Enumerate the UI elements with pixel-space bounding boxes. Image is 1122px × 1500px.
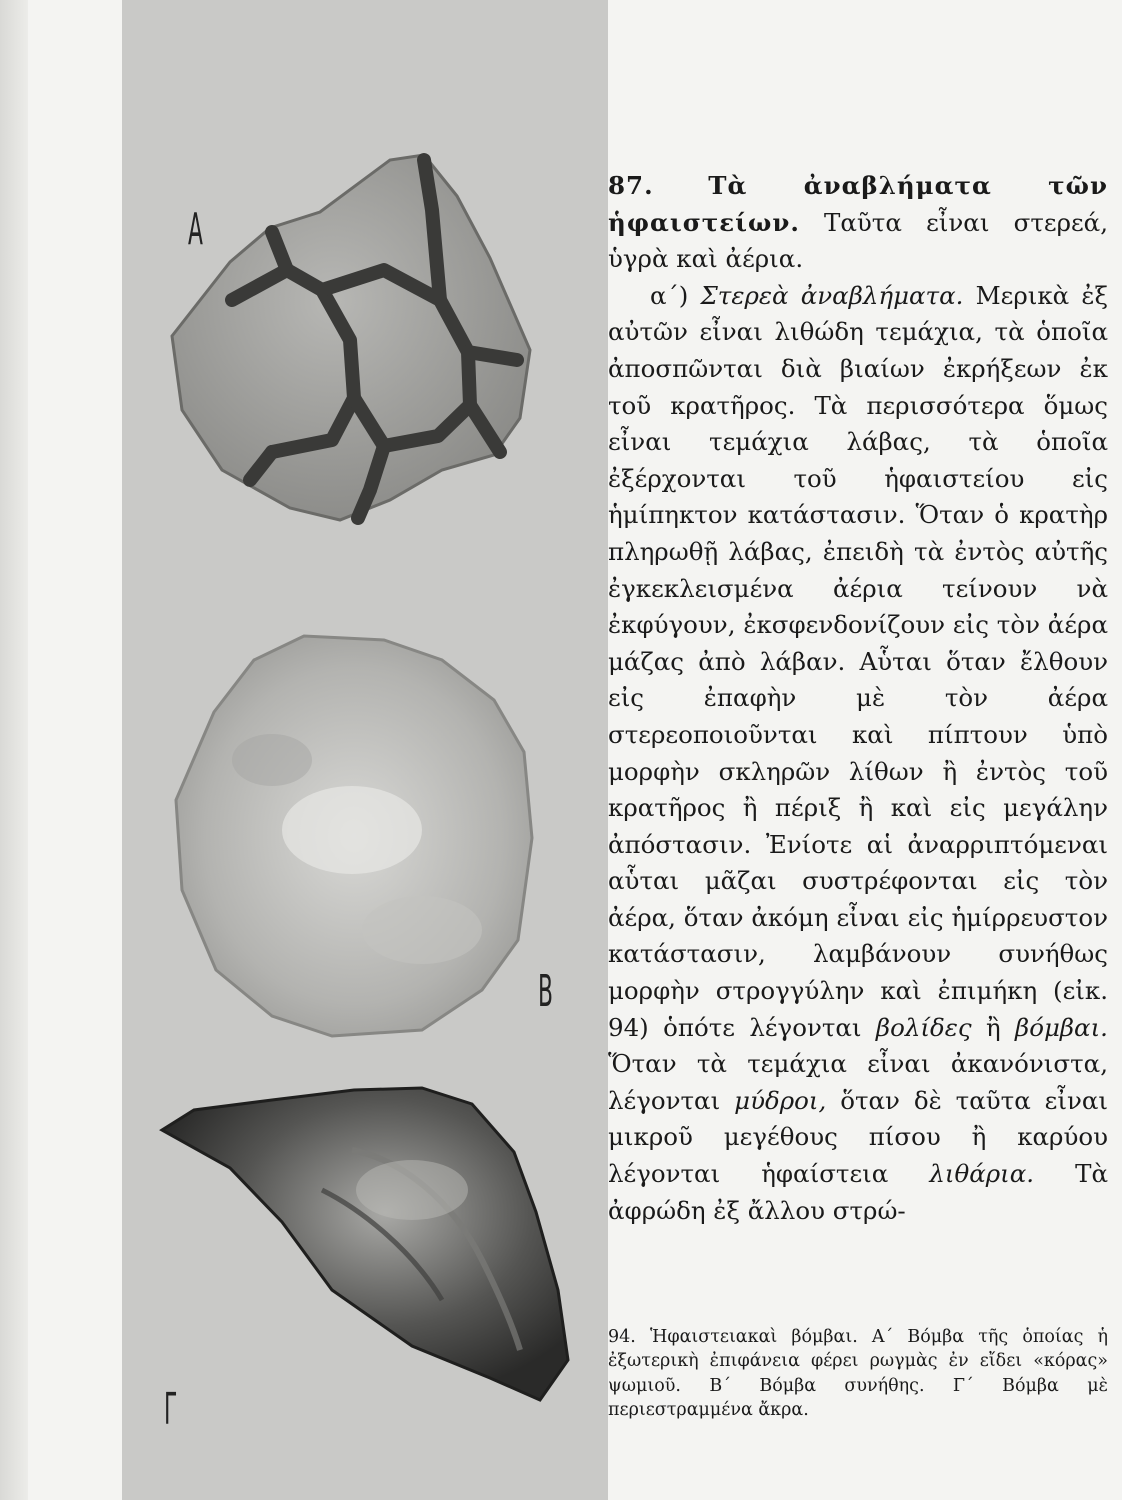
term-litharia: λιθάρια.	[929, 1159, 1035, 1189]
section-title: Τὰ ἀναβλήματα τῶν ἡφαιστείων.	[608, 171, 1108, 237]
body-text-3: ὅταν δὲ ταῦτα εἶναι μικροῦ μεγέθους πίσου ἢ καρύου λέγονται ἡφαίστεια	[608, 1085, 1108, 1189]
section-number: 87.	[608, 171, 654, 200]
term-mydroi: μύδροι,	[734, 1085, 827, 1115]
photo-plate	[122, 0, 608, 1500]
term-bolides: βολίδες	[875, 1012, 972, 1042]
section-intro: Ταῦτα εἶναι στερεά, ὑγρὰ καὶ ἀέρια.	[608, 207, 1108, 274]
or-text: ἢ	[985, 1012, 1001, 1042]
bomb-a	[172, 155, 530, 520]
label-c: Γ	[164, 1384, 177, 1435]
label-b: Β	[538, 966, 553, 1017]
section-text	[608, 168, 1108, 1229]
body-text-2: Ὅταν τὰ τεμάχια εἶναι ἀκανόνιστα, λέγονται	[608, 1049, 1108, 1115]
body-text-4: Τὰ ἀφρώδη ἐξ ἄλλου στρώ-	[608, 1159, 1108, 1225]
term-bombs: βόμβαι.	[1015, 1012, 1108, 1042]
figure-caption: 94. Ἡφαιστειακαὶ βόμβαι. Α΄ Βόμβα τῆς ὁποίας ἡ ἐξωτερικὴ ἐπιφάνεια φέρει ρωγμὰς ἐν εἴδει «κόρας» ψωμιοῦ. Β΄ Βόμβα συνήθης. Γ΄ Βόμβα μὲ περιεστραμμένα ἄκρα.	[608, 1327, 1108, 1420]
bomb-b	[176, 636, 532, 1036]
bomb-c	[162, 1088, 568, 1400]
page-edge	[0, 0, 28, 1500]
label-a: Α	[188, 204, 203, 255]
subhead-title: Στερεὰ ἀναβλήματα.	[700, 280, 964, 310]
body-text-1: Μερικὰ ἐξ αὐτῶν εἶναι λιθώδη τεμάχια, τὰ ὁποῖα ἀποσπῶνται διὰ βιαίων ἐκρήξεων ἐκ τοῦ κρατῆρος. Τὰ περισσότερα ὅμως εἶναι τεμάχια λάβας, τὰ ὁποῖα ἐξέρχονται τοῦ ἡφαιστείου εἰς ἡμίπηκτον κατάστασιν. Ὅταν ὁ κρατὴρ πληρωθῇ λάβας, ἐπειδὴ τὰ ἐντὸς αὐτῆς ἐγκεκλεισμένα ἀέρια τείνουν νὰ ἐκφύγουν, ἐκσφενδονίζουν εἰς τὸν ἀέρα μάζας ἀπὸ λάβαν. Αὗται ὅταν ἔλθουν εἰς ἐπαφὴν μὲ τὸν ἀέρα στερεοποιοῦνται καὶ πίπτουν ὑπὸ μορφὴν σκληρῶν λίθων ἢ ἐντὸς τοῦ κρατῆρος ἢ πέριξ ἢ καὶ εἰς μεγάλην ἀπόστασιν. Ἐνίοτε αἱ ἀναρριπτόμεναι αὗται μᾶζαι συστρέφονται εἰς τὸν ἀέρα, ὅταν ἀκόμη εἶναι εἰς ἡμίρρευστον κατάστασιν, λαμβάνουν συνήθως μορφὴν στρογγύλην καὶ ἐπιμήκη (εἰκ. 94) ὁπότε λέγονται	[608, 280, 1108, 1042]
subhead-label: α΄)	[650, 280, 689, 310]
